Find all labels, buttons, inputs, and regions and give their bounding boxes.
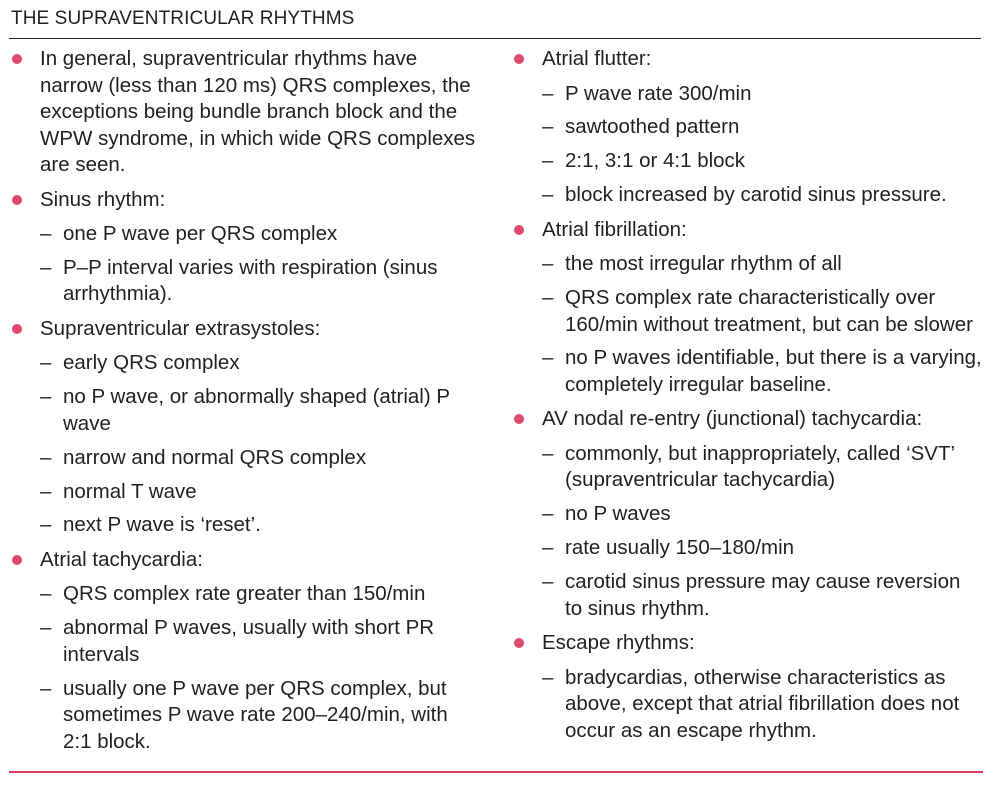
bullet-text: In general, supraventricular rhythms have narrow (less than 120 ms) QRS complexes, the exceptions being bundle branch block and the WPW syndrome, in which wide QRS complexes are seen.: [40, 47, 476, 176]
bullet-text: Atrial tachycardia:: [40, 547, 203, 571]
sub-list: [40, 350, 478, 539]
sub-list: [542, 251, 982, 398]
bullet-item: [8, 316, 478, 539]
sub-item-text: one P wave per QRS complex: [63, 222, 338, 245]
sub-item-text: no P wave, or abnormally shaped (atrial) P wave: [63, 385, 450, 435]
dash-icon: –: [542, 115, 554, 139]
sub-item: [40, 384, 478, 437]
bullet-dot-icon: [514, 414, 524, 424]
dash-icon: –: [40, 582, 52, 606]
sub-item: [40, 350, 478, 377]
sub-item: [40, 255, 478, 308]
left-bullet-list: [8, 46, 478, 755]
sub-item: [40, 615, 478, 668]
sub-list: [542, 81, 982, 209]
sub-item: [40, 479, 478, 506]
dash-icon: –: [40, 351, 52, 375]
dash-icon: –: [40, 676, 52, 700]
dash-icon: –: [542, 81, 554, 105]
sub-item: [542, 441, 982, 494]
sub-item: [542, 148, 982, 175]
sub-item-text: bradycardias, otherwise characteristics as above, except that atrial fibrillation does not occur as an escape rhythm.: [565, 665, 960, 742]
dash-icon: –: [542, 183, 554, 207]
sub-item-text: block increased by carotid sinus pressure.: [565, 183, 947, 207]
dash-icon: –: [542, 441, 554, 465]
sub-item-text: rate usually 150–180/min: [565, 536, 795, 560]
title-rule: [9, 38, 981, 39]
bullet-text: Atrial fibrillation:: [542, 217, 687, 241]
bullet-dot-icon: [514, 638, 524, 648]
dash-icon: –: [542, 346, 554, 370]
sub-item-text: next P wave is ‘reset’.: [63, 513, 261, 537]
right-column: [510, 46, 982, 752]
sub-item-text: early QRS complex: [63, 351, 240, 375]
bullet-item: [510, 630, 982, 744]
dash-icon: –: [542, 149, 554, 173]
dash-icon: –: [40, 513, 52, 537]
sub-item: [40, 676, 478, 756]
dash-icon: –: [542, 665, 554, 689]
sub-item-text: QRS complex rate greater than 150/min: [63, 582, 426, 606]
dash-icon: –: [542, 570, 554, 594]
bullet-item: [510, 217, 982, 399]
bullet-text: Supraventricular extrasystoles:: [40, 316, 321, 340]
sub-item: [542, 251, 982, 278]
bullet-item: [8, 187, 478, 308]
sub-list: [542, 665, 982, 745]
sub-item: [542, 182, 982, 209]
bullet-text: Escape rhythms:: [542, 631, 695, 655]
sub-item-text: narrow and normal QRS complex: [63, 445, 367, 469]
bullet-dot-icon: [12, 195, 22, 205]
bullet-item: [510, 406, 982, 622]
sub-item-text: carotid sinus pressure may cause reversion to sinus rhythm.: [565, 570, 961, 620]
sub-item: [542, 81, 982, 108]
dash-icon: –: [40, 385, 52, 409]
sub-item-text: sawtoothed pattern: [565, 115, 740, 139]
right-bullet-list: [510, 46, 982, 744]
sub-list: [542, 441, 982, 622]
sub-item: [542, 665, 982, 745]
dash-icon: –: [542, 536, 554, 560]
sub-item-text: commonly, but inappropriately, called ‘SVT’ (supraventricular tachycardia): [565, 441, 955, 492]
sub-item-text: usually one P wave per QRS complex, but sometimes P wave rate 200–240/min, with 2:1 block.: [63, 676, 448, 753]
sub-item: [542, 285, 982, 338]
sub-item: [40, 445, 478, 472]
sub-item: [542, 535, 982, 562]
bullet-text: AV nodal re-entry (junctional) tachycardia:: [542, 407, 923, 431]
bullet-dot-icon: [12, 324, 22, 334]
sub-item-text: normal T wave: [63, 479, 197, 503]
sub-item-text: P–P interval varies with respiration (sinus arrhythmia).: [63, 255, 438, 306]
dash-icon: –: [40, 222, 52, 245]
dash-icon: –: [40, 445, 52, 469]
sub-item: [40, 512, 478, 539]
bullet-dot-icon: [12, 54, 22, 64]
bullet-item: [510, 46, 982, 209]
bullet-dot-icon: [12, 555, 22, 565]
sub-item: [40, 221, 478, 248]
bottom-rule: [9, 771, 983, 773]
left-column: [8, 46, 478, 763]
bullet-item: [8, 547, 478, 755]
dash-icon: –: [40, 255, 52, 279]
bullet-item: [8, 46, 478, 179]
sub-item-text: no P waves: [565, 502, 671, 526]
sub-item-text: no P waves identifiable, but there is a varying, completely irregular baseline.: [565, 346, 982, 396]
sub-item-text: abnormal P waves, usually with short PR intervals: [63, 616, 435, 666]
sub-item-text: the most irregular rhythm of all: [565, 252, 842, 276]
dash-icon: –: [542, 286, 554, 310]
dash-icon: –: [542, 502, 554, 526]
sub-item-text: P wave rate 300/min: [565, 81, 752, 105]
sub-item: [542, 501, 982, 528]
box-title: THE SUPRAVENTRICULAR RHYTHMS: [11, 8, 355, 29]
dash-icon: –: [40, 479, 52, 503]
bullet-dot-icon: [514, 54, 524, 64]
sub-list: [40, 581, 478, 755]
bullet-dot-icon: [514, 225, 524, 235]
bullet-text: Sinus rhythm:: [40, 187, 166, 211]
sub-list: [40, 221, 478, 308]
sub-item: [542, 345, 982, 398]
bullet-text: Atrial flutter:: [542, 47, 652, 70]
dash-icon: –: [40, 616, 52, 640]
sub-item-text: 2:1, 3:1 or 4:1 block: [565, 149, 746, 173]
sub-item: [542, 114, 982, 141]
sub-item-text: QRS complex rate characteristically over 160/min without treatment, but can be slower: [565, 286, 973, 336]
sub-item: [40, 581, 478, 608]
dash-icon: –: [542, 252, 554, 276]
sub-item: [542, 569, 982, 622]
